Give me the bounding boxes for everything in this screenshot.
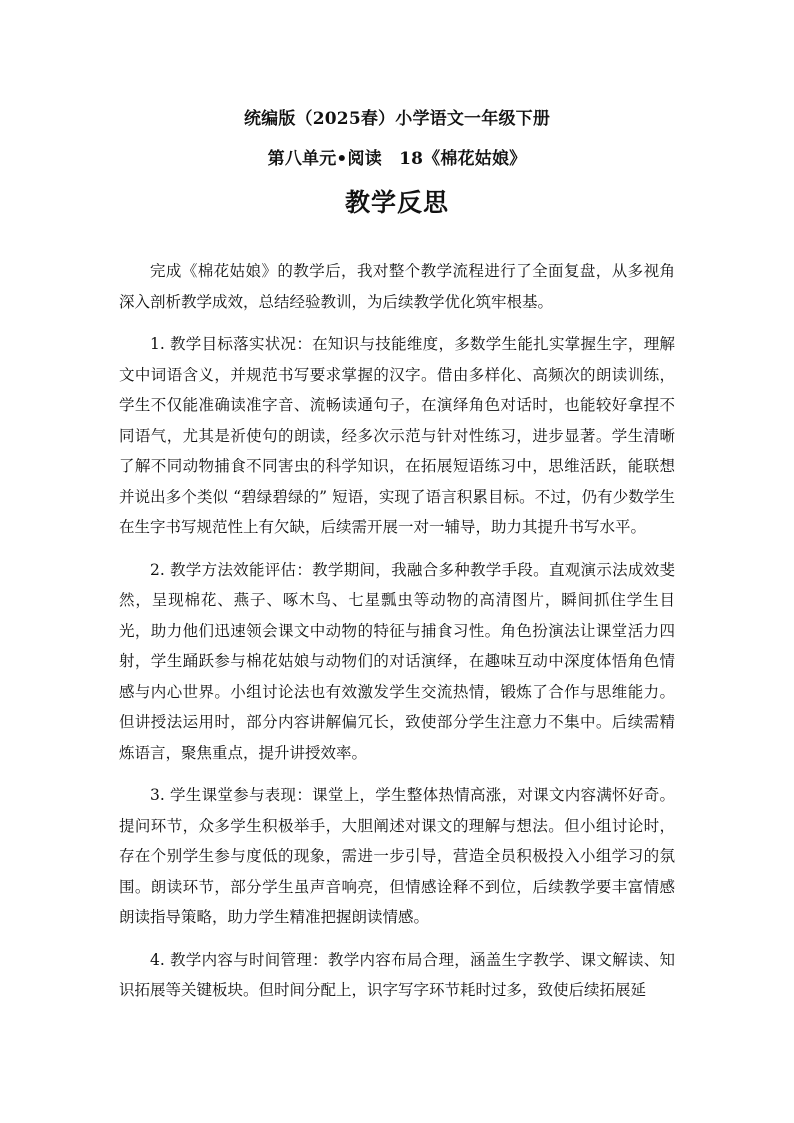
section-1-paragraph: 1. 教学目标落实状况：在知识与技能维度，多数学生能扎实掌握生字，理解文中词语含义，并规范书写要求掌握的汉字。借由多样化、高频次的朗读训练，学生不仅能准确读准字音、流畅读通句子，在演绎角色对话时，也能较好拿捏不同语气，尤其是祈使句的朗读，经多次示范与针对性练习，进步显著。学生清晰了解不同动物捕食不同害虫的科学知识，在拓展短语练习中，思维活跃，能联想并说出多个类似 “碧绿碧绿的” 短语，实现了语言积累目标。不过，仍有少数学生在生字书写规范性上有欠缺，后续需开展一对一辅导，助力其提升书写水平。 [119,335,675,536]
document-title: 教学反思 [344,188,449,217]
section-3-paragraph: 3. 学生课堂参与表现：课堂上，学生整体热情高涨，对课文内容满怀好奇。提问环节，众多学生积极举手，大胆阐述对课文的理解与想法。但小组讨论时，存在个别学生参与度低的现象，需进一步引导，营造全员积极投入小组学习的氛围。朗读环节，部分学生虽声音响亮，但情感诠释不到位，后续教学要丰富情感朗读指导策略，助力学生精准把握朗读情感。 [119,786,675,926]
document-subtitle-lesson: 第八单元•阅读 18《棉花姑娘》 [267,149,527,169]
document-subtitle-textbook: 统编版（2025春）小学语文一年级下册 [243,109,551,129]
section-4-paragraph: 4. 教学内容与时间管理：教学内容布局合理，涵盖生字教学、课文解读、知识拓展等关键板块。但时间分配上，识字写字环节耗时过多，致使后续拓展延 [119,950,675,999]
intro-paragraph: 完成《棉花姑娘》的教学后，我对整个教学流程进行了全面复盘，从多视角深入剖析教学成效，总结经验教训，为后续教学优化筑牢根基。 [119,262,675,311]
document-body [119,256,675,1018]
section-2-paragraph: 2. 教学方法效能评估：教学期间，我融合多种教学手段。直观演示法成效斐然，呈现棉花、燕子、啄木鸟、七星瓢虫等动物的高清图片，瞬间抓住学生目光，助力他们迅速领会课文中动物的特征与捕食习性。角色扮演法让课堂活力四射，学生踊跃参与棉花姑娘与动物们的对话演绎，在趣味互动中深度体悟角色情感与内心世界。小组讨论法也有效激发学生交流热情，锻炼了合作与思维能力。但讲授法运用时，部分内容讲解偏冗长，致使部分学生注意力不集中。后续需精炼语言，聚焦重点，提升讲授效率。 [119,560,675,762]
